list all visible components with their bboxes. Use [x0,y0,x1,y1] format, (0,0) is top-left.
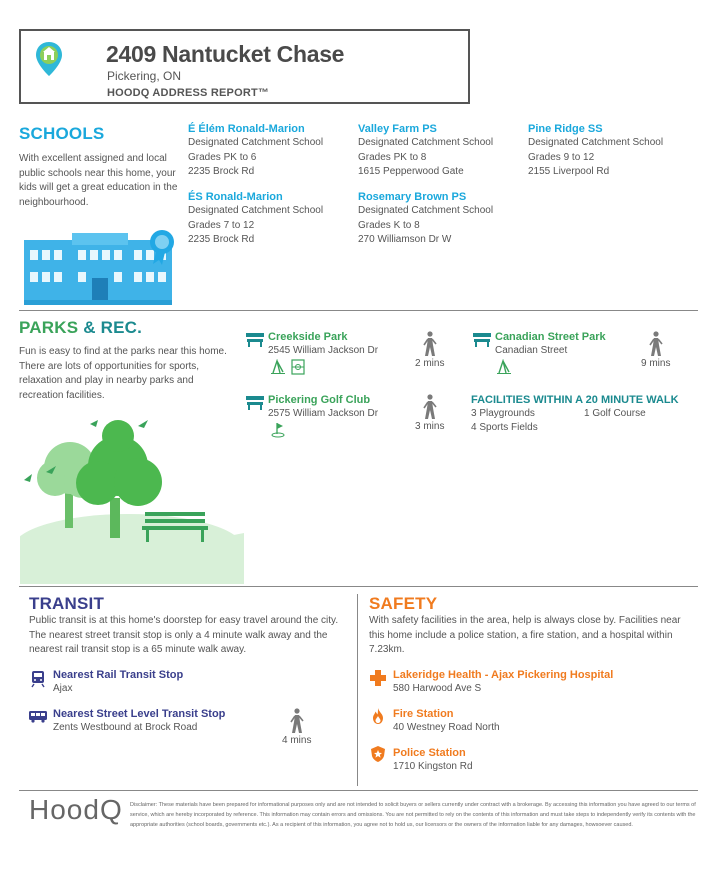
safety-heading: SAFETY [369,594,438,613]
fire-station-name[interactable]: Fire Station [393,708,454,720]
park-bench-icon [246,333,264,347]
rail-transit-value[interactable]: Ajax [53,683,73,694]
police-station-name[interactable]: Police Station [393,747,466,759]
fire-station-address: 40 Westney Road North [393,722,500,733]
parks-heading-b: & REC. [83,318,143,337]
school-grades: Grades 7 to 12 [188,219,255,231]
transit-heading: TRANSIT [29,594,105,613]
park-address: 2575 William Jackson Dr [268,408,379,419]
walk-time: 3 mins [415,421,445,432]
school-grades: Grades 9 to 12 [528,151,595,163]
section-divider [19,586,698,587]
school-name[interactable]: Valley Farm PS [358,123,437,135]
park-name[interactable]: Pickering Golf Club [268,394,371,406]
school-type: Designated Catchment School [358,205,494,216]
park-address: 2545 William Jackson Dr [268,345,379,356]
school-type: Designated Catchment School [188,205,324,216]
parks-heading [19,318,142,338]
fire-icon [372,708,384,724]
school-type: Designated Catchment School [528,137,664,148]
police-station-address: 1710 Kingston Rd [393,761,473,772]
school-card [528,123,698,180]
schools-intro: With excellent assigned and local public schools near this home, your kids will get a great education in the neighbourhood. [19,153,178,208]
facility-playgrounds: 3 Playgrounds [471,408,535,419]
street-transit-title: Nearest Street Level Transit Stop [53,708,226,720]
facility-sports: 4 Sports Fields [471,422,538,433]
school-name[interactable]: Pine Ridge SS [528,123,603,135]
school-card [188,123,358,180]
park-name[interactable]: Canadian Street Park [495,331,606,343]
hospital-name[interactable]: Lakeridge Health - Ajax Pickering Hospital [393,669,614,681]
school-name[interactable]: Rosemary Brown PS [358,191,467,203]
parks-heading-a: PARKS [19,318,79,337]
hoodq-logo: HoodQ [29,794,123,825]
footer-divider [19,790,698,791]
walking-person-icon [422,331,438,357]
playground-icon [497,359,511,374]
playground-icon [271,359,285,374]
transit-intro: Public transit is at this home's doorstep for easy travel around the city. The nearest street transit stop is only a 4 minute walk away and the nearest rail transit stop is a 65 minute walk away. [29,615,339,655]
school-address: 270 Williamson Dr W [358,234,452,245]
location-pin-icon [35,41,63,77]
walking-person-icon [422,394,438,420]
hospital-address: 580 Harwood Ave S [393,683,482,694]
train-icon [31,670,45,688]
park-address: Canadian Street [495,345,568,356]
school-grades: Grades PK to 6 [188,151,257,163]
facilities-heading: FACILITIES WITHIN A 20 MINUTE WALK [471,394,679,406]
walking-person-icon [648,331,664,357]
parks-intro: Fun is easy to find at the parks near this home. There are lots of opportunities for sports, relaxation and play in nearby parks and recreation facilities. [19,346,227,401]
walking-person-icon [289,708,305,734]
sports-field-icon [291,359,305,375]
park-bench-icon [473,333,491,347]
park-bench-icon [246,396,264,410]
rail-transit-title: Nearest Rail Transit Stop [53,669,184,681]
golf-icon [271,422,285,438]
safety-intro: With safety facilities in the area, help is always close by. Facilities near this home include a police station, a fire station, and a hospital within 7.23km. [369,615,681,655]
school-card [358,123,528,180]
school-address: 1615 Pepperwood Gate [358,166,464,177]
column-divider [357,594,358,786]
school-card [358,191,528,248]
hospital-cross-icon [370,670,386,686]
disclaimer-text: Disclaimer: These materials have been prepared for informational purposes only and are not intended to solicit buyers or sellers currently under contract with a brokerage. By accessing this information you have agreed to our terms of service, which are hereby incorporated by reference. This information may contain errors and omissions. You are not permitted to rely on the contents of this information and must take steps to independently verify its contents with the appropriate authorities (school boards, governments etc.). As a recipient of this information, you agree not to hold us, our licensors or the owners of the information liable for any damages, howsoever caused. [130,802,696,828]
school-building-illustration [22,228,184,306]
walk-time: 4 mins [282,735,312,746]
school-address: 2235 Brock Rd [188,234,255,245]
police-badge-icon [371,746,385,762]
bus-icon [29,710,47,723]
schools-heading: SCHOOLS [19,124,105,143]
school-address: 2235 Brock Rd [188,166,255,177]
street-transit-value[interactable]: Zents Westbound at Brock Road [53,722,198,733]
school-type: Designated Catchment School [358,137,494,148]
report-header [19,29,470,104]
facility-golf: 1 Golf Course [584,408,646,419]
school-address: 2155 Liverpool Rd [528,166,610,177]
school-name[interactable]: É Élém Ronald-Marion [188,123,305,135]
walk-time: 2 mins [415,358,445,369]
park-name[interactable]: Creekside Park [268,331,348,343]
school-type: Designated Catchment School [188,137,324,148]
property-address: 2409 Nantucket Chase [106,41,345,67]
report-label: HOODQ ADDRESS REPORT™ [107,87,270,99]
school-card [188,191,358,248]
school-name[interactable]: ÉS Ronald-Marion [188,191,283,203]
school-grades: Grades PK to 8 [358,151,427,163]
section-divider [19,310,698,311]
property-city: Pickering, ON [107,69,182,83]
park-illustration [20,418,244,584]
school-grades: Grades K to 8 [358,219,420,231]
walk-time: 9 mins [641,358,671,369]
